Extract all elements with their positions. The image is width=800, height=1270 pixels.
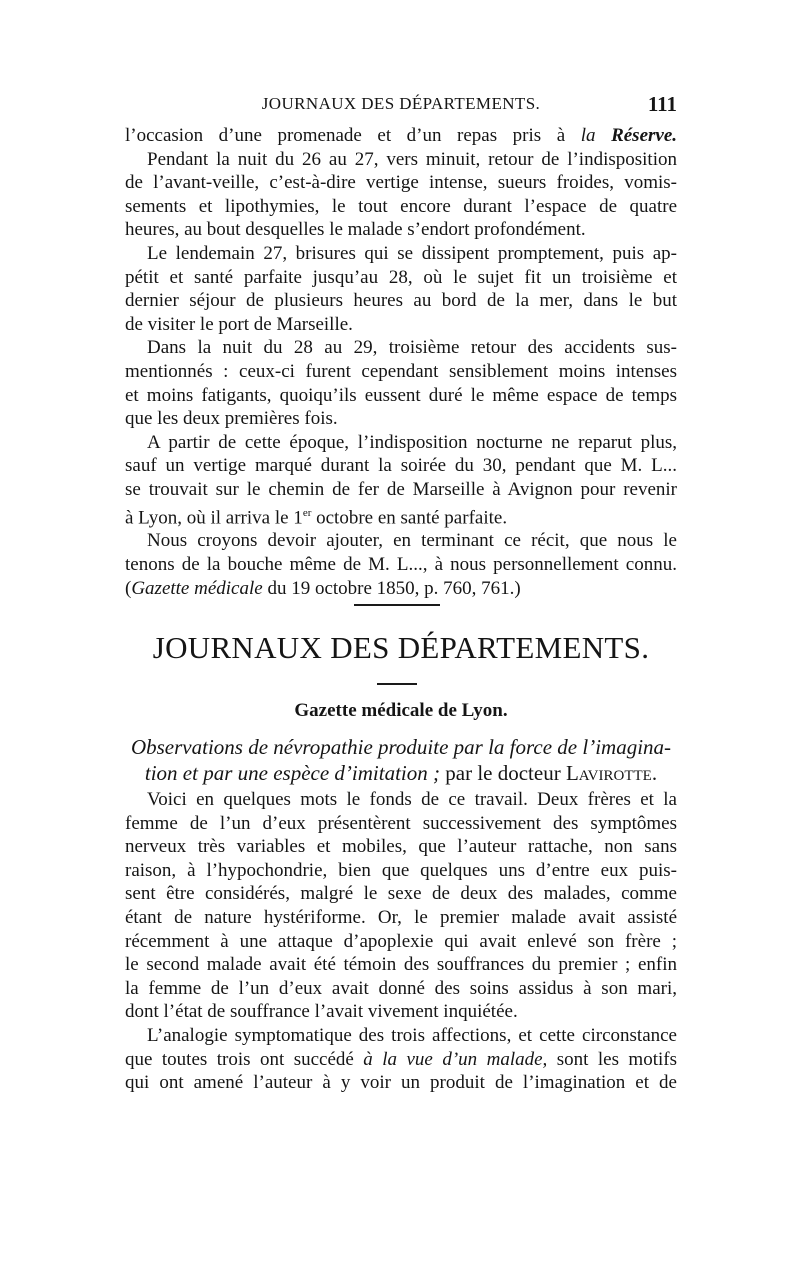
text-line: mentionnés : ceux-ci furent cependant sensiblement moins intenses <box>125 360 677 382</box>
text-fragment: du 19 octobre 1850, p. 760, 761.) <box>262 577 521 599</box>
text-line: Nous croyons devoir ajouter, en terminant ce récit, que nous le <box>147 530 677 552</box>
running-title: JOURNAUX DES DÉPARTEMENTS. <box>261 94 541 113</box>
text-line: de visiter le port de Marseille. <box>125 313 353 335</box>
italic-fragment: à la vue d’un malade, <box>363 1048 548 1070</box>
text-line: dont l’état de souffrance l’avait vivement inquiétée. <box>125 1001 518 1023</box>
text-line: récemment à une attaque d’apoplexie qui avait enlevé son frère ; <box>125 930 677 952</box>
text-line: Le lendemain 27, brisures qui se dissipent promptement, puis ap- <box>147 242 677 264</box>
text-line: Voici en quelques mots le fonds de ce travail. Deux frères et la <box>147 789 677 810</box>
text-line: le second malade avait été témoin des souffrances du premier ; enfin <box>125 954 677 976</box>
article-title <box>125 734 677 786</box>
article-title-line <box>125 760 677 786</box>
top-text-block <box>125 124 677 600</box>
text-fragment: l’occasion d’une promenade et d’un repas pris à <box>125 125 581 146</box>
text-line: nerveux très variables et mobiles, que l’auteur rattache, non sans <box>125 836 677 858</box>
article-author: Lavirotte. <box>565 761 658 785</box>
text-line: Dans la nuit du 28 au 29, troisième retour des accidents sus- <box>147 337 677 359</box>
text-line: femme de l’un d’eux présentèrent successivement des symptômes <box>125 812 677 834</box>
page-number: 111 <box>647 92 677 116</box>
text-line: la femme de l’un d’eux avait donné des soins assidus à son mari, <box>125 977 677 999</box>
text-line: de l’avant-veille, c’est-à-dire vertige intense, sueurs froides, vomis- <box>125 172 677 194</box>
text-fragment: que toutes trois ont succédé <box>125 1048 364 1070</box>
italic-fragment: tion et par une espèce d’imitation ; <box>144 761 440 785</box>
text-line: qui ont amené l’auteur à y voir un produit de l’imagination et de <box>125 1072 677 1094</box>
italic-bold-fragment: Réserve. <box>611 125 678 146</box>
section-title: JOURNAUX DES DÉPARTEMENTS. <box>152 630 650 665</box>
text-line: sements et lipothymies, le tout encore durant l’espace de quatre <box>125 195 677 217</box>
text-fragment: sont les motifs <box>547 1048 677 1070</box>
article-title-line: Observations de névropathie produite par la force de l’imagina- <box>130 735 672 759</box>
bottom-text-block <box>125 788 677 1095</box>
text-line: A partir de cette époque, l’indisposition nocturne ne reparut plus, <box>147 431 677 453</box>
running-header <box>125 92 677 118</box>
text-line: sauf un vertige marqué durant la soirée du 30, pendant que M. L... <box>125 455 677 477</box>
text-line: étant de nature hystériforme. Or, le premier malade avait assisté <box>125 906 677 928</box>
text-line: L’analogie symptomatique des trois affections, et cette circonstance <box>147 1024 677 1046</box>
text-line: et moins fatigants, quoiqu’ils eussent duré le même espace de temps <box>125 384 677 406</box>
italic-fragment: la <box>580 125 596 146</box>
italic-fragment: Gazette médicale <box>131 577 263 599</box>
text-line: tenons de la bouche même de M. L..., à nous personnellement connu. <box>125 554 677 576</box>
text-line <box>125 502 677 530</box>
subsection-divider <box>377 683 417 685</box>
text-line: que les deux premières fois. <box>125 408 338 430</box>
text-fragment: par le docteur <box>440 761 566 785</box>
text-line <box>125 1048 677 1072</box>
text-line <box>125 124 677 148</box>
text-line: se trouvait sur le chemin de fer de Marseille à Avignon pour revenir <box>125 478 677 500</box>
text-line: sent être considérés, malgré le sexe de deux des malades, comme <box>125 883 677 905</box>
text-line: pétit et santé parfaite jusqu’au 28, où le sujet fit un troisième et <box>125 266 677 288</box>
text-line: dernier séjour de plusieurs heures au bord de la mer, dans le but <box>125 290 677 312</box>
text-line: heures, au bout desquelles le malade s’endort profondément. <box>125 219 586 241</box>
subsection-title: Gazette médicale de Lyon. <box>294 700 508 721</box>
superscript: er <box>302 506 312 519</box>
text-fragment: à Lyon, où il arriva le 1 <box>125 506 303 528</box>
text-line: raison, à l’hypochondrie, bien que quelques uns d’entre eux puis- <box>125 859 677 881</box>
text-fragment: octobre en santé parfaite. <box>311 506 508 528</box>
text-line: Pendant la nuit du 26 au 27, vers minuit, retour de l’indisposition <box>147 148 677 170</box>
section-divider <box>354 604 440 606</box>
text-line <box>125 577 677 601</box>
text-fragment: ( <box>125 577 132 599</box>
